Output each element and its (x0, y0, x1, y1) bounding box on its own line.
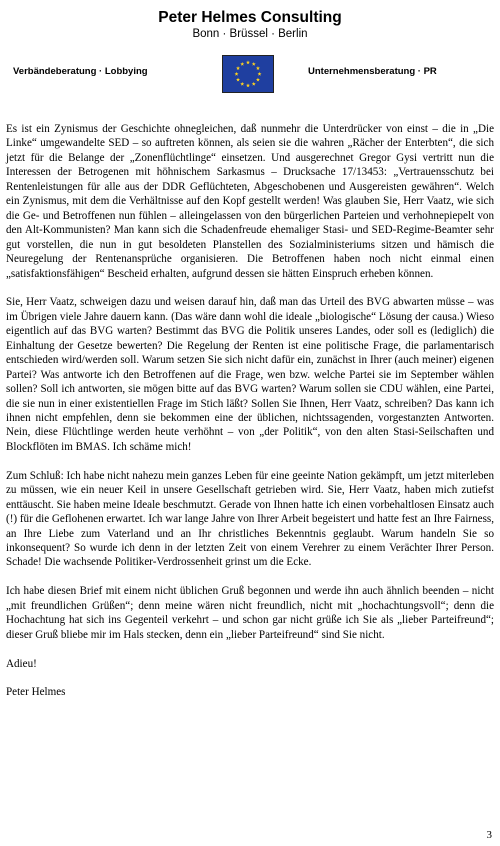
flag-star-icon (235, 72, 239, 76)
right-tagline: Unternehmensberatung · PR (308, 66, 437, 77)
closing: Adieu! (6, 657, 37, 670)
flag-star-icon (258, 72, 262, 76)
flag-star-icon (246, 83, 250, 87)
letter-body (6, 122, 494, 700)
flag-star-icon (256, 66, 260, 70)
flag-star-icon (236, 66, 240, 70)
paragraph-1: Es ist ein Zynismus der Geschichte ohnegleichen, daß nunmehr die Unterdrücker von einst – die in „Die Linke“ umgewandelte SED – so auftreten können, als seien sie die wahren „Rächer der Enterbten“, die sich jetzt für die Belange der „Zonenflüchtlinge“ einsetzen. Und ausgerechnet Gregor Gysi vertritt nun die Interessen der Betrogenen mit höhnischem Sarkasmus – Drucksache 17/13453: „Vertrauensschutz bei Rentenleistungen für alle aus der DDR Geflüchteten, Abgeschobenen und Ausgereisten gewähren“. Welch ein Zynismus, mit dem die Verhältnisse auf den Kopf gestellt werden! Was glauben Sie, Herr Vaatz, wie sich die Ge- und Betroffenen nun fühlen – alleingelassen von den bürgerlichen Parteien und verhohnepiepelt von den Alt-Kommunisten? Man kann sich die Schadenfreude ehemaliger Stasi- und SED-Regime-Beamter sehr gut vorstellen, die nun in gut besoldeten Planstellen des Sozialministeriums sitzen und hämisch die Neuregelung der Rentenansprüche organisieren. Die Betroffenen haben noch nicht einmal einen „satisfaktionsfähigen“ Bescheid erhalten, aufgrund dessen sie hätten Einspruch erheben können. (6, 123, 494, 280)
left-tagline: Verbändeberatung · Lobbying (13, 66, 148, 77)
paragraph-2: Sie, Herr Vaatz, schweigen dazu und weisen darauf hin, daß man das Urteil des BVG abwarten müsse – was im Übrigen viele Jahre dauern kann. (Das wäre dann wohl die ideale „biologische“ Lösung der causa.) Wieso eigentlich auf das BVG warten? Bestimmt das BVG die Politik unseres Landes, oder soll es (lediglich) die Einhaltung der Gesetze bewerten? Die Regelung der Renten ist eine politische Frage, die parlamentarisch entschieden wird/werden soll. Warum setzen Sie sich nicht dafür ein, zunächst in Ihrer (auch meiner) eigenen Partei? Was antworte ich den Betroffenen auf die Frage, wen bzw. welche Partei sie im September wählen sollen? Soll ich antworten, sie mögen bitte auf das BVG warten? Warum sollen sie CDU wählen, eine Partei, die sie nun in einer existentiellen Frage im Stich läßt? Sollen Sie Ihnen, Herr Vaatz, schreiben? Das kann ich ihnen nicht empfehlen, denn sie bekommen eine der üblichen, nichtssagenden, vorgestanzten Antworten. Nein, diese Flüchtlinge werden heute verhöhnt – von „der Politik“, von den alten Stasi-Seilschaften und Blockflöten im BMAS. Ich schäme mich! (6, 296, 494, 453)
eu-flag-icon (222, 55, 274, 93)
company-name: Peter Helmes Consulting (158, 9, 342, 26)
flag-star-icon (252, 82, 256, 86)
flag-star-icon (256, 78, 260, 82)
paragraph-3: Zum Schluß: Ich habe nicht nahezu mein ganzes Leben für eine geeinte Nation gekämpft, um jetzt miterleben zu müssen, wie ein neuer Keil in unsere Gesellschaft getrieben wird. Sie, Herr Vaatz, haben mich zutiefst enttäuscht. Sie haben meine Ideale beschmutzt. Gerade von Ihnen hatte ich einen vorbehaltlosen Einsatz auch (!) für die Geflohenen erwartet. Ich war lange Jahre von Ihrer Arbeit begeistert und hatte fest an Ihre Fairness, an Ihre Liebe zum Vaterland und an Ihr christliches Bekenntnis geglaubt. Warum handeln Sie so inkonsequent? So wurde ich denn in der letzten Zeit von einem Verehrer zu einem Verächter Ihrer Person. Schade! Die wachsende Politiker-Verdrossenheit grinst um die Ecke. (6, 469, 494, 569)
flag-star-icon (240, 62, 244, 66)
flag-star-icon (240, 82, 244, 86)
letterhead (0, 8, 500, 41)
paragraph-4: Ich habe diesen Brief mit einem nicht üblichen Gruß begonnen und werde ihn auch ähnlich beenden – nicht „mit freundlichen Grüßen“; denn meine wären nicht freundlich, nicht mit „hochachtungsvoll“; denn die Hochachtung hat sich ins Gegenteil verkehrt – und schon gar nicht grüße ich Sie als „lieber Parteifreund“; dieser Gruß bliebe mir im Hals stecken, denn ein „lieber Parteifreund“ sind Sie nicht. (6, 585, 494, 641)
signature: Peter Helmes (6, 686, 66, 699)
flag-star-icon (252, 62, 256, 66)
flag-star-icon (246, 60, 250, 64)
page-number: 3 (486, 829, 492, 841)
office-cities: Bonn · Brüssel · Berlin (192, 28, 308, 40)
flag-star-icon (236, 78, 240, 82)
